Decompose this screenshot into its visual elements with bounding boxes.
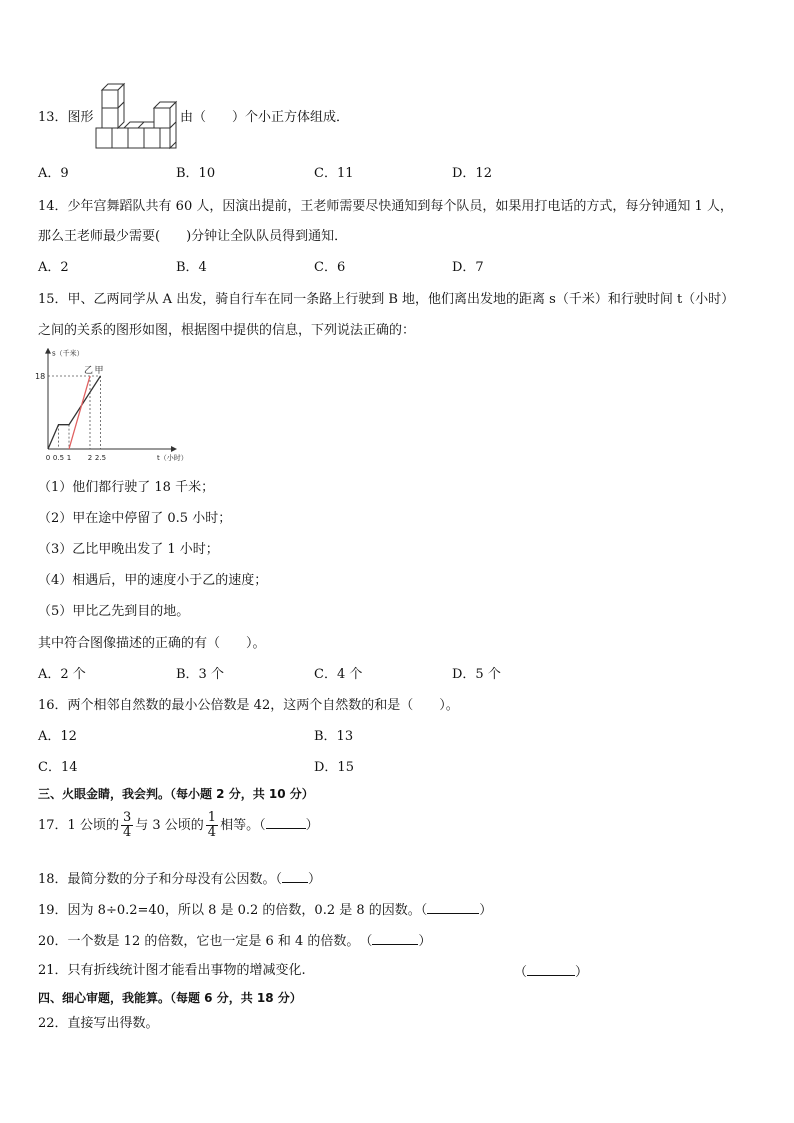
q15-statement-3: （3）乙比甲晚出发了 1 小时；: [38, 542, 219, 557]
q13-line: [38, 110, 94, 126]
q13-option-b[interactable]: B．10: [176, 166, 216, 181]
q21-answer-blank[interactable]: [527, 963, 575, 976]
q19-answer-blank[interactable]: [427, 901, 479, 914]
q15-statement-5: （5）甲比乙先到目的地。: [38, 604, 190, 619]
q17-part3: 相等。（: [220, 818, 266, 833]
q13-option-a[interactable]: A．9: [38, 166, 69, 181]
x-tick-label: 0.5: [52, 454, 65, 462]
q20-text: 20．一个数是 12 的倍数，它也一定是 6 和 4 的倍数。 （: [38, 934, 373, 949]
q15-line1: 15．甲、乙两同学从 A 出发，骑自行车在同一条路上行驶到 B 地，他们离出发地的距离 s（千米）和行驶时间 t（小时）: [38, 292, 735, 307]
q19-end: ）: [479, 903, 493, 918]
q16-option-d[interactable]: D．15: [314, 760, 354, 775]
y-axis-label: s（千米）: [52, 349, 84, 358]
fraction-denominator: 4: [122, 825, 132, 840]
q15-statement-2: （2）甲在途中停留了 0.5 小时；: [38, 511, 232, 526]
q17-part4: ）: [305, 818, 319, 833]
x-tick-label: 2: [87, 454, 93, 462]
q17-part1: 17．1 公顷的: [38, 818, 119, 833]
fraction-numerator: 1: [207, 810, 217, 825]
q17-part2: 与 3 公顷的: [135, 818, 204, 833]
cube-figure: [94, 80, 180, 152]
series-label-jia: 甲: [94, 366, 104, 376]
q17-line: [38, 810, 319, 842]
y-axis-arrow: [45, 348, 51, 354]
q22-text: 22．直接写出得数。: [38, 1016, 159, 1031]
x-tick-label: 1: [66, 454, 72, 462]
q20-end: ）: [418, 934, 432, 949]
q15-option-d[interactable]: D．5 个: [452, 667, 501, 682]
q18-line: [38, 870, 321, 888]
q16-option-a[interactable]: A．12: [38, 729, 77, 744]
q18-answer-blank[interactable]: [282, 870, 308, 883]
q14-option-d[interactable]: D．7: [452, 260, 484, 275]
q20-answer-blank[interactable]: [372, 932, 418, 945]
q21-text: 21．只有折线统计图才能看出事物的增减变化.: [38, 963, 306, 978]
q13-text-after: 由（ ）个小正方体组成．: [180, 110, 350, 125]
q13-option-d[interactable]: D．12: [452, 166, 492, 181]
q18-end: ）: [308, 872, 322, 887]
q15-option-b[interactable]: B．3 个: [176, 667, 224, 682]
q21-paren-open: （: [514, 965, 528, 980]
q19-line: [38, 901, 492, 919]
q17-answer-blank[interactable]: [266, 816, 306, 829]
q14-line1: 14．少年宫舞蹈队共有 60 人，因演出提前，王老师需要尽快通知到每个队员，如果用打电话的方式，每分钟通知 1 人，: [38, 199, 733, 214]
q21-end: ）: [575, 965, 589, 980]
fraction-one-quarter: [206, 811, 218, 840]
x-tick-label: 2.5: [94, 454, 107, 462]
q16-text: 16．两个相邻自然数的最小公倍数是 42，这两个自然数的和是（ ）。: [38, 698, 459, 713]
q21-answer: [514, 963, 588, 981]
x-axis-arrow: [171, 446, 177, 452]
series-line-乙: [69, 376, 90, 449]
fraction-numerator: 3: [122, 810, 132, 825]
fraction-denominator: 4: [207, 825, 217, 840]
q15-option-c[interactable]: C．4 个: [314, 667, 363, 682]
q15-option-a[interactable]: A．2 个: [38, 667, 86, 682]
q14-option-c[interactable]: C．6: [314, 260, 346, 275]
series-label-yi: 乙: [84, 366, 94, 376]
x-tick-label: 0: [45, 454, 51, 462]
q14-line2: 那么王老师最少需要( )分钟让全队队员得到通知．: [38, 229, 348, 244]
q19-text: 19．因为 8÷0.2=40，所以 8 是 0.2 的倍数，0.2 是 8 的因数。（: [38, 903, 428, 918]
q15-statement-4: （4）相遇后，甲的速度小于乙的速度；: [38, 573, 268, 588]
distance-time-chart: [30, 348, 190, 468]
q15-line2: 之间的关系的图形如图，根据图中提供的信息，下列说法正确的：: [38, 323, 416, 338]
q14-option-a[interactable]: A．2: [38, 260, 69, 275]
q15-statement-1: （1）他们都行驶了 18 千米；: [38, 480, 215, 495]
fraction-three-quarters: [121, 811, 133, 840]
q18-text: 18．最简分数的分子和分母没有公因数。（: [38, 872, 283, 887]
q16-option-b[interactable]: B．13: [314, 729, 354, 744]
q20-line: [38, 932, 431, 950]
series-line-甲: [48, 376, 101, 449]
q15-question: 其中符合图像描述的正确的有（ ）。: [38, 636, 266, 651]
q13-option-c[interactable]: C．11: [314, 166, 354, 181]
q13-text-before: 13．图形: [38, 110, 94, 125]
q14-option-b[interactable]: B．4: [176, 260, 207, 275]
q16-option-c[interactable]: C．14: [38, 760, 78, 775]
section-3-heading: 三、火眼金睛，我会判。（每小题 2 分，共 10 分）: [38, 787, 314, 801]
section-4-heading: 四、细心审题，我能算。（每题 6 分，共 18 分）: [38, 991, 302, 1005]
y-tick-label: 18: [35, 372, 46, 381]
x-axis-label: t（小时）: [157, 454, 188, 462]
